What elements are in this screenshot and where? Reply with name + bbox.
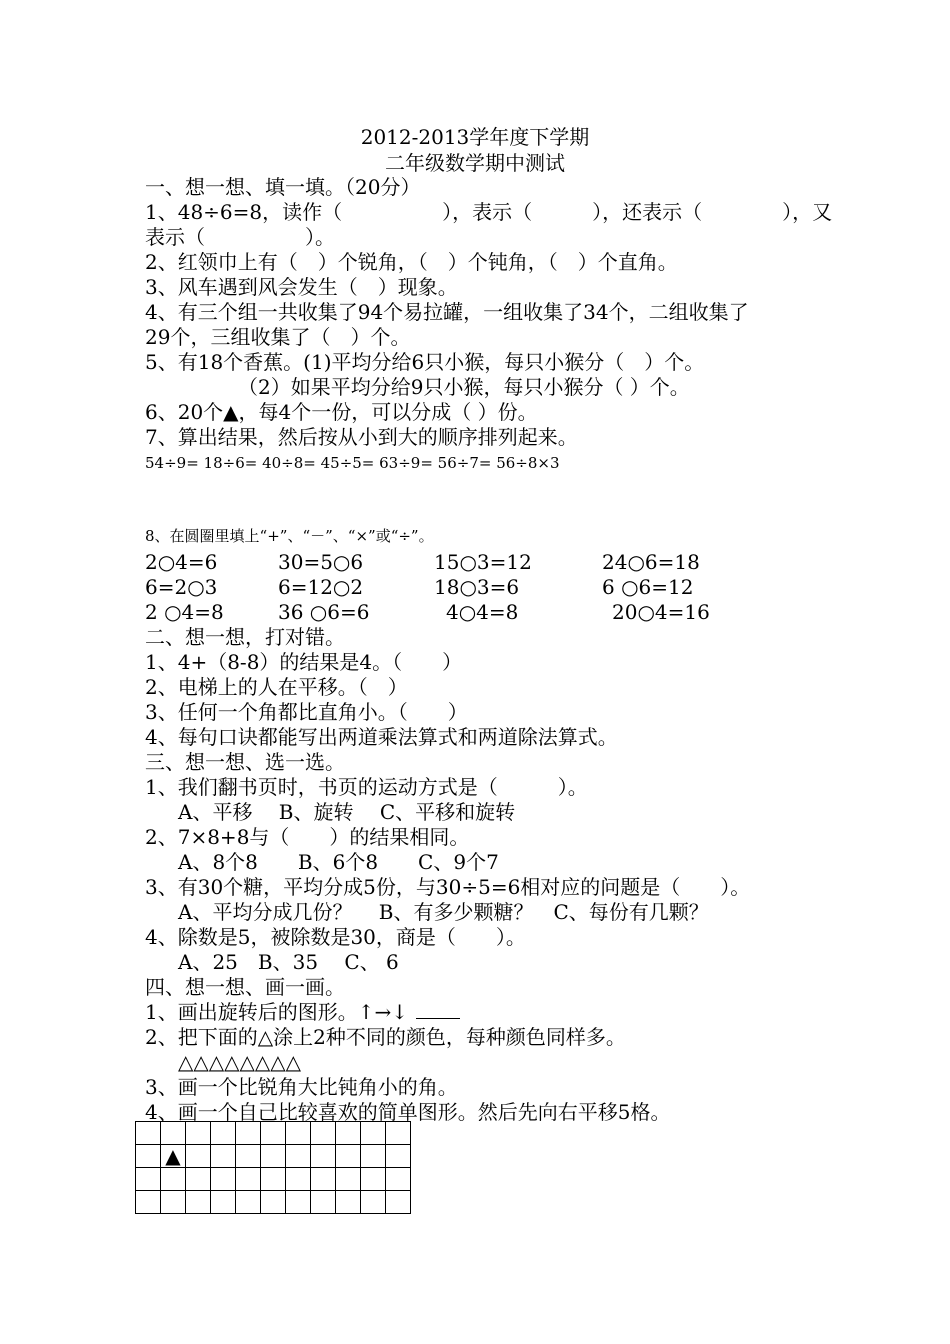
section-2-heading: 二、想一想，打对错。	[145, 625, 345, 649]
q8-row3-col2: 36 ○6=6	[278, 600, 370, 624]
q8-row3-col4: 20○4=16	[612, 600, 710, 624]
q8-row2-col1: 6=2○3	[145, 575, 218, 599]
grid-cell[interactable]	[186, 1168, 211, 1191]
question-4-1: 1、画出旋转后的图形。↑→↓	[145, 1000, 408, 1024]
exam-subtitle: 二年级数学期中测试	[385, 151, 565, 175]
q8-row1-col4: 24○6=18	[602, 550, 700, 574]
question-1-7: 7、算出结果，然后按从小到大的顺序排列起来。	[145, 425, 578, 449]
triangle-row: △△△△△△△△	[178, 1050, 302, 1074]
grid-cell[interactable]	[311, 1191, 336, 1214]
grid-cell[interactable]	[386, 1122, 411, 1145]
grid-cell[interactable]	[211, 1145, 236, 1168]
question-3-3: 3、有30个糖，平均分成5份，与30÷5=6相对应的问题是（ ）。	[145, 875, 751, 899]
section-3-heading: 三、想一想、选一选。	[145, 750, 345, 774]
q8-row2-col2: 6=12○2	[278, 575, 364, 599]
question-1-6: 6、20个▲，每4个一份，可以分成（ ）份。	[145, 400, 538, 424]
question-1-5-line-b: （2）如果平均分给9只小猴，每只小猴分（ ）个。	[238, 375, 690, 399]
grid-cell[interactable]	[236, 1168, 261, 1191]
grid-cell[interactable]	[236, 1122, 261, 1145]
answer-blank-line[interactable]	[416, 1000, 460, 1019]
grid-cell[interactable]	[211, 1122, 236, 1145]
section-2-item-3: 3、任何一个角都比直角小。（ ）	[145, 700, 468, 724]
grid-cell[interactable]	[386, 1191, 411, 1214]
grid-cell[interactable]	[311, 1122, 336, 1145]
grid-cell[interactable]	[386, 1145, 411, 1168]
grid-cell[interactable]	[136, 1122, 161, 1145]
section-4-heading: 四、想一想、画一画。	[145, 975, 345, 999]
grid-cell[interactable]	[186, 1191, 211, 1214]
grid-cell[interactable]	[211, 1191, 236, 1214]
q8-row1-col1: 2○4=6	[145, 550, 218, 574]
question-1-1-line-b: 表示（ ）。	[145, 225, 335, 249]
question-3-4-options: A、25 B、35 C、 6	[178, 950, 399, 974]
grid-cell[interactable]	[311, 1168, 336, 1191]
grid-cell[interactable]	[336, 1168, 361, 1191]
question-1-3: 3、风车遇到风会发生（ ）现象。	[145, 275, 458, 299]
question-1-5-line-a: 5、有18个香蕉。(1)平均分给6只小猴，每只小猴分（ ）个。	[145, 350, 705, 374]
question-1-2: 2、红领巾上有（ ）个锐角，（ ）个钝角，（ ）个直角。	[145, 250, 678, 274]
grid-cell[interactable]	[361, 1122, 386, 1145]
question-3-3-options: A、平均分成几份？ B、有多少颗糖？ C、每份有几颗？	[178, 900, 709, 924]
grid-cell-triangle[interactable]	[161, 1145, 186, 1168]
grid-cell[interactable]	[286, 1145, 311, 1168]
grid-cell[interactable]	[261, 1122, 286, 1145]
question-3-1-options: A、平移 B、旋转 C、平移和旋转	[178, 800, 516, 824]
grid-cell[interactable]	[336, 1191, 361, 1214]
grid-cell[interactable]	[336, 1145, 361, 1168]
grid-cell[interactable]	[186, 1145, 211, 1168]
q8-row3-col1: 2 ○4=8	[145, 600, 224, 624]
question-1-1-line-a: 1、48÷6=8，读作（ ），表示（ ），还表示（ ），又	[145, 200, 833, 224]
q8-row2-col3: 18○3=6	[434, 575, 520, 599]
question-3-2-options: A、8个8 B、6个8 C、9个7	[178, 850, 499, 874]
section-2-item-4: 4、每句口诀都能写出两道乘法算式和两道除法算式。	[145, 725, 618, 749]
grid-cell[interactable]	[136, 1168, 161, 1191]
grid-cell[interactable]	[261, 1191, 286, 1214]
grid-cell[interactable]	[336, 1122, 361, 1145]
question-4-2: 2、把下面的△涂上2种不同的颜色，每种颜色同样多。	[145, 1025, 626, 1049]
grid-cell[interactable]	[286, 1168, 311, 1191]
q8-row1-col3: 15○3=12	[434, 550, 532, 574]
grid-cell[interactable]	[286, 1191, 311, 1214]
q8-row3-col3: 4○4=8	[446, 600, 519, 624]
question-4-4: 4、画一个自己比较喜欢的简单图形。然后先向右平移5格。	[145, 1100, 671, 1124]
grid-cell[interactable]	[136, 1145, 161, 1168]
grid-cell[interactable]	[211, 1168, 236, 1191]
grid-cell[interactable]	[186, 1122, 211, 1145]
question-1-4-line-a: 4、有三个组一共收集了94个易拉罐，一组收集了34个，二组收集了	[145, 300, 749, 324]
grid-cell[interactable]	[386, 1168, 411, 1191]
question-3-1: 1、我们翻书页时，书页的运动方式是（ ）。	[145, 775, 588, 799]
grid-cell[interactable]	[361, 1168, 386, 1191]
grid-cell[interactable]	[361, 1191, 386, 1214]
q8-row1-col2: 30=5○6	[278, 550, 364, 574]
q8-row2-col4: 6 ○6=12	[602, 575, 694, 599]
grid-cell[interactable]	[236, 1145, 261, 1168]
grid-cell[interactable]	[161, 1122, 186, 1145]
grid-cell[interactable]	[286, 1122, 311, 1145]
question-1-8: 8、在圆圈里填上“+”、“－”、“×”或“÷”。	[145, 527, 434, 545]
section-2-item-1: 1、4+（8-8）的结果是4。（ ）	[145, 650, 463, 674]
section-2-item-2: 2、电梯上的人在平移。（ ）	[145, 675, 408, 699]
grid-cell[interactable]	[261, 1168, 286, 1191]
grid-cell[interactable]	[161, 1168, 186, 1191]
grid-cell[interactable]	[136, 1191, 161, 1214]
grid-cell[interactable]	[236, 1191, 261, 1214]
question-4-3: 3、画一个比锐角大比钝角小的角。	[145, 1075, 458, 1099]
filled-triangle-icon: ▲	[165, 1144, 181, 1168]
grid-cell[interactable]	[311, 1145, 336, 1168]
grid-cell[interactable]	[361, 1145, 386, 1168]
grid-cell[interactable]	[261, 1145, 286, 1168]
section-1-heading: 一、想一想、填一填。（20分）	[145, 175, 421, 199]
question-1-4-line-b: 29个，三组收集了（ ）个。	[145, 325, 411, 349]
drawing-grid[interactable]	[135, 1121, 411, 1214]
question-1-7-expressions: 54÷9= 18÷6= 40÷8= 45÷5= 63÷9= 56÷7= 56÷8×3	[145, 454, 560, 472]
question-4-1-row	[145, 1000, 460, 1024]
exam-title: 2012-2013学年度下学期	[360, 125, 590, 149]
question-3-2: 2、7×8+8与（ ）的结果相同。	[145, 825, 470, 849]
question-3-4: 4、除数是5，被除数是30，商是（ ）。	[145, 925, 526, 949]
grid-cell[interactable]	[161, 1191, 186, 1214]
